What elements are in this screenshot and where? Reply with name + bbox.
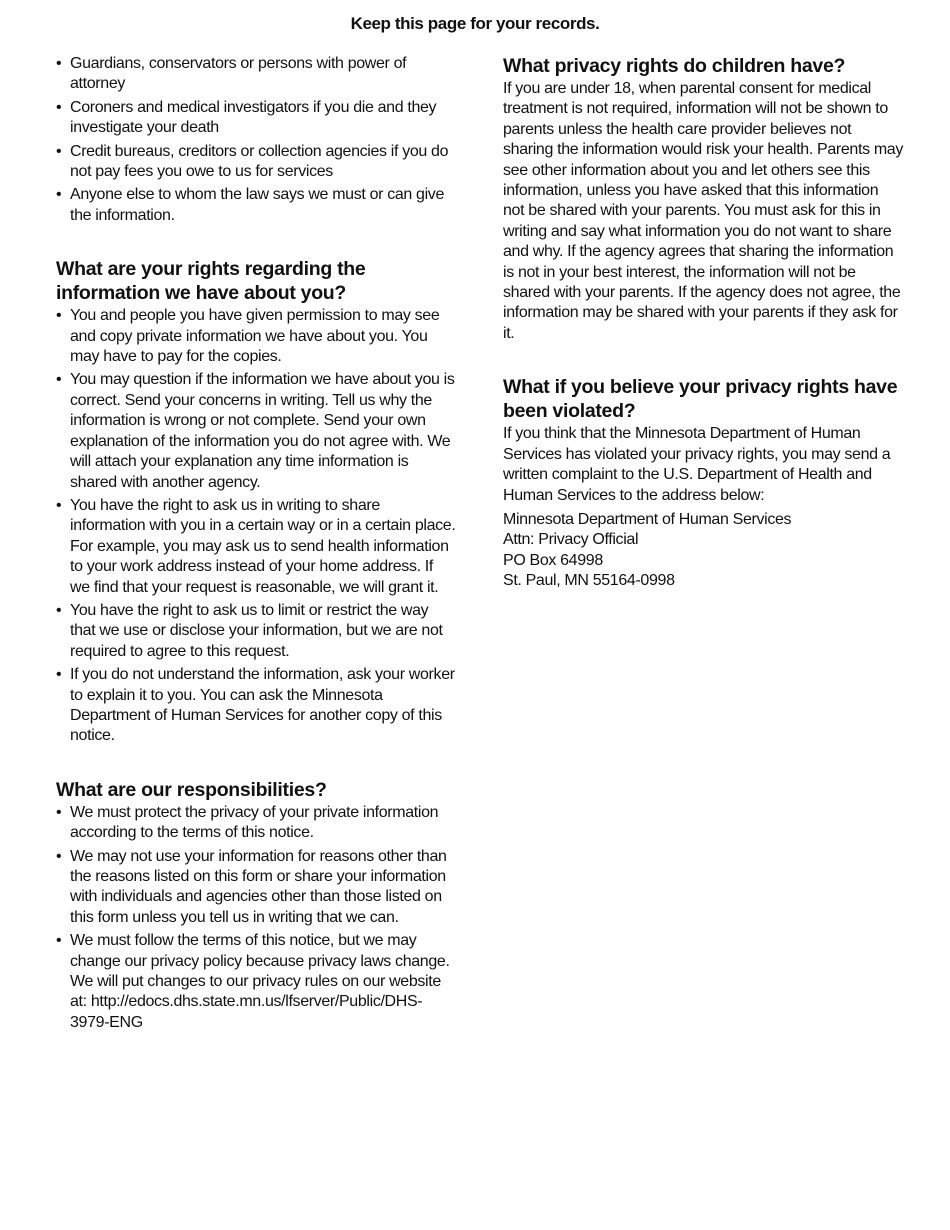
bullet-icon: • (56, 186, 62, 204)
list-item: • Guardians, conservators or persons with power of attorney (56, 55, 407, 93)
address-line: Minnesota Department of Human Services (503, 510, 792, 528)
bullet-icon: • (56, 847, 62, 865)
bullet-icon: • (56, 55, 62, 72)
children-rights-body: If you are under 18, when parental consent for medical treatment is not required, information will not be shown to parents unless the health care provider believes not sharing the information would risk your health. Parents may see other information about you and let others see this information, unless you have asked that this information not be shared with your parents. You must ask for this in writing and say what information you do not want to share and why. If the agency agrees that sharing the information is not in your best interest, the information will not be shared with your parents. If the agency does not agree, the information may be shared with your parents if they ask for it. (503, 80, 903, 342)
list-item: • You may question if the information we have about you is correct. Send your concerns in writing. Tell us why the information is wrong or not complete. Send your own explanation of the information you do not agree with. We will attach your explanation any time information is shared with another agency. (56, 371, 455, 491)
mailing-address (503, 510, 903, 592)
bullet-icon: • (56, 932, 62, 950)
list-item: • If you do not understand the information, ask your worker to explain it to you. You can ask the Minnesota Department of Human Services for another copy of this notice. (56, 666, 455, 745)
bullet-icon: • (56, 803, 62, 821)
list-item: • You and people you have given permission to may see and copy private information we have about you. You may have to pay for the copies. (56, 307, 440, 366)
list-item: • Anyone else to whom the law says we must or can give the information. (56, 186, 444, 224)
bullet-icon: • (56, 307, 62, 325)
bullet-icon: • (56, 496, 62, 514)
responsibilities-bullet-list (56, 803, 456, 1033)
page-header: Keep this page for your records. (350, 14, 600, 33)
rights-section (56, 257, 456, 747)
rights-heading: What are your rights regarding the information we have about you? (56, 258, 366, 305)
bullet-icon: • (56, 142, 62, 160)
responsibilities-section (56, 778, 456, 1033)
violation-heading: What if you believe your privacy rights have been violated? (503, 376, 898, 423)
list-item: • Credit bureaus, creditors or collection agencies if you do not pay fees you owe to us for services (56, 142, 449, 181)
bullet-icon: • (56, 371, 62, 389)
rights-bullet-list (56, 306, 456, 747)
intro-bullet-list (56, 54, 456, 226)
violation-section (503, 375, 903, 591)
list-item: • You have the right to ask us in writing to share information with you in a certain way or in a certain place. For example, you may ask us to send health information to your work address instead of your home address. If we find that your request is reasonable, we will grant it. (56, 496, 456, 596)
address-line: Attn: Privacy Official (503, 531, 639, 549)
list-item: • We must protect the privacy of your private information according to the terms of this notice. (56, 803, 439, 842)
children-rights-section (503, 54, 903, 344)
list-item: • We must follow the terms of this notice, but we may change our privacy policy because privacy laws change. We will put changes to our privacy rules on our website at: http://edocs.dhs.state.mn.us/lfserver/Public/DHS-3979-ENG (56, 932, 450, 1031)
address-line: St. Paul, MN 55164-0998 (503, 572, 675, 590)
children-rights-heading: What privacy rights do children have? (503, 55, 846, 77)
bullet-icon: • (56, 98, 62, 116)
right-column (503, 54, 903, 622)
list-item: • You have the right to ask us to limit or restrict the way that we use or disclose your information, but we are not required to agree to this request. (56, 601, 443, 660)
disclosure-list-continued (56, 54, 456, 226)
bullet-icon: • (56, 601, 62, 619)
responsibilities-heading: What are our responsibilities? (56, 778, 327, 801)
address-line: PO Box 64998 (503, 551, 603, 569)
list-item: • We may not use your information for reasons other than the reasons listed on this form or share your information with individuals and agencies other than those listed on this form unless you tell us in writing that we can. (56, 847, 447, 926)
list-item: • Coroners and medical investigators if you die and they investigate your death (56, 98, 437, 137)
violation-body: If you think that the Minnesota Department of Human Services has violated your privacy rights, you may send a written complaint to the U.S. Department of Health and Human Services to the address below: (503, 425, 891, 504)
left-column (56, 54, 456, 1063)
bullet-icon: • (56, 666, 62, 684)
